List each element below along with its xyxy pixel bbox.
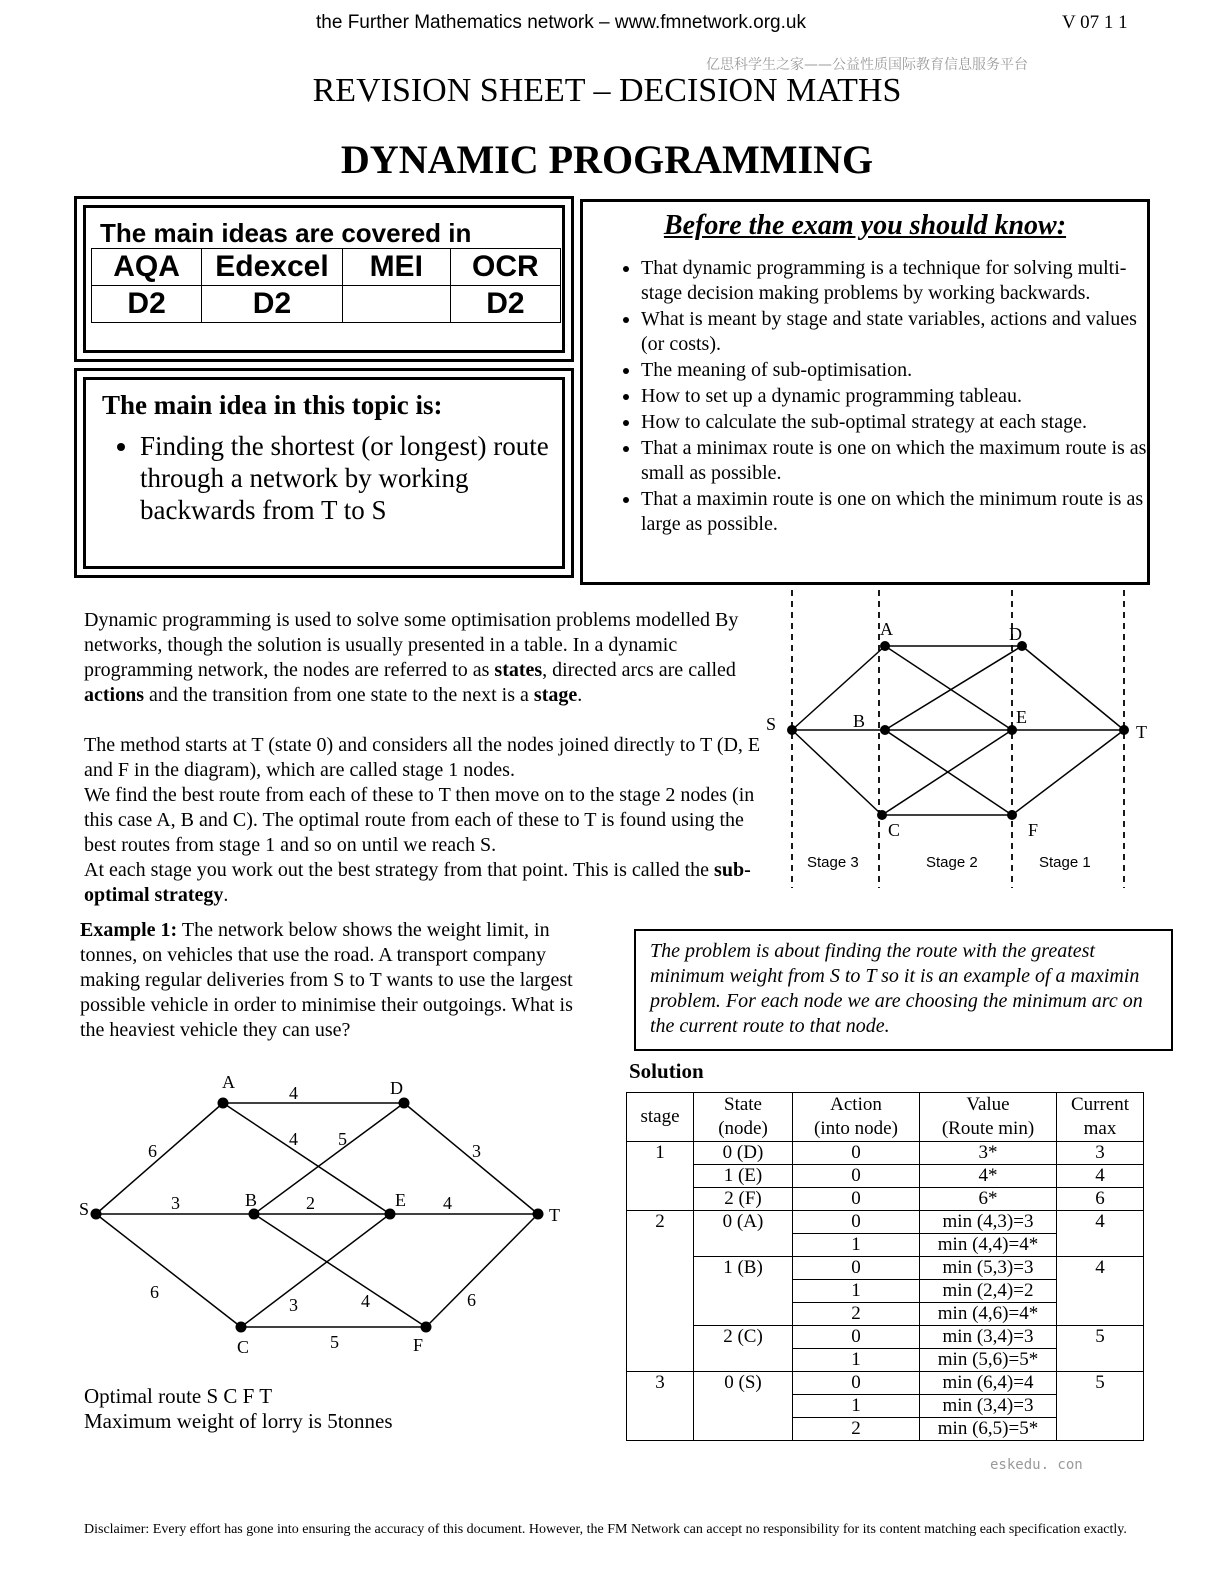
weight-et: 4 — [443, 1193, 452, 1213]
action-cell: 0 — [793, 1372, 920, 1395]
board-name: Edexcel — [202, 249, 343, 286]
stage-label-1: Stage 1 — [1039, 854, 1091, 871]
weight-dt: 3 — [472, 1141, 481, 1161]
current-max-cell: 4 — [1057, 1211, 1144, 1257]
header-action: Action (into node) — [793, 1093, 920, 1142]
answer-block — [84, 1384, 393, 1434]
board-unit — [342, 286, 450, 323]
action-cell: 1 — [793, 1280, 920, 1303]
knowledge-item: • What is meant by stage and state variables, actions and values (or costs). — [641, 307, 1151, 357]
topic-title: DYNAMIC PROGRAMMING — [340, 137, 874, 182]
revision-title: REVISION SHEET – DECISION MATHS — [312, 72, 902, 109]
knowledge-list — [611, 256, 1151, 538]
header-current-max: Current max — [1057, 1093, 1144, 1142]
weight-cf: 5 — [330, 1332, 339, 1352]
board-name: OCR — [450, 249, 560, 286]
node-label-e: E — [395, 1190, 406, 1210]
solution-table — [626, 1092, 1144, 1441]
knowledge-item: • The meaning of sub-optimisation. — [641, 358, 1151, 383]
table-row — [627, 1211, 1144, 1234]
table-row — [627, 1142, 1144, 1165]
example-1-text: Example 1: The network below shows the weight limit, in tonnes, on vehicles that use the road. A transport company making regular deliveries from S to T wants to use the largest possible vehicle in order to minimise their outgoings. What is the heaviest vehicle they can use? — [80, 919, 573, 1041]
table-row — [627, 1372, 1144, 1395]
node-label-c: C — [888, 820, 901, 840]
maximin-note: The problem is about finding the route with the greatest minimum weight from S to T so it is an example of a maximin problem. For each node we are choosing the minimum arc on the current route to that node. — [634, 929, 1173, 1051]
watermark-chinese: 亿思科学生之家——公益性质国际教育信息服务平台 — [706, 57, 1028, 73]
node-label-b: B — [245, 1190, 258, 1210]
node-label-f: F — [413, 1335, 424, 1355]
current-max-cell: 6 — [1057, 1188, 1144, 1211]
action-cell: 0 — [793, 1188, 920, 1211]
stage-cell: 2 — [627, 1211, 694, 1372]
node-label-b: B — [853, 711, 866, 731]
current-max-cell: 3 — [1057, 1142, 1144, 1165]
table-row — [627, 1326, 1144, 1349]
value-cell: min (5,6)=5* — [920, 1349, 1057, 1372]
exam-boards-box — [74, 196, 574, 362]
value-cell: 3* — [920, 1142, 1057, 1165]
weight-sb: 3 — [171, 1193, 180, 1213]
table-row — [627, 1257, 1144, 1280]
main-idea-caption: The main idea in this topic is: — [102, 390, 443, 420]
action-cell: 0 — [793, 1257, 920, 1280]
node-label-s: S — [766, 714, 777, 734]
boards-table — [91, 248, 561, 323]
board-name: AQA — [92, 249, 202, 286]
state-cell: 1 (B) — [694, 1257, 793, 1326]
knowledge-item: • That a maximin route is one on which the minimum route is as large as possible. — [641, 487, 1151, 537]
version-label: V 07 1 1 — [1062, 12, 1128, 33]
stage-label-2: Stage 2 — [926, 854, 978, 871]
current-max-cell: 5 — [1057, 1372, 1144, 1441]
action-cell: 2 — [793, 1418, 920, 1441]
value-cell: min (6,5)=5* — [920, 1418, 1057, 1441]
table-row — [627, 1188, 1144, 1211]
disclaimer: Disclaimer: Every effort has gone into ensuring the accuracy of this document. However, the FM Network can accept no responsibility for its content matching each specification exactly. — [84, 1522, 1127, 1537]
knowledge-item: • That dynamic programming is a technique for solving multi-stage decision making problems by working backwards. — [641, 256, 1151, 306]
watermark-url: eskedu. con — [990, 1457, 1083, 1473]
weight-be: 2 — [306, 1193, 315, 1213]
intro-paragraph-3: We find the best route from each of these to T then move on to the stage 2 nodes (in this case A, B and C). The optimal route from each of these to T is found using the best routes from stage 1 and so on until we reach S. — [84, 784, 755, 856]
knowledge-item: • How to calculate the sub-optimal strategy at each stage. — [641, 410, 1151, 435]
state-cell: 2 (C) — [694, 1326, 793, 1372]
value-cell: min (4,3)=3 — [920, 1211, 1057, 1234]
action-cell: 2 — [793, 1303, 920, 1326]
site-header: the Further Mathematics network – www.fmnetwork.org.uk — [316, 12, 806, 33]
value-cell: min (3,4)=3 — [920, 1395, 1057, 1418]
header-stage: stage — [627, 1093, 694, 1142]
intro-paragraph-2: The method starts at T (state 0) and considers all the nodes joined directly to T (D, E and F in the diagram), which are called stage 1 nodes. — [84, 734, 761, 781]
action-cell: 1 — [793, 1349, 920, 1372]
weight-sa: 6 — [148, 1141, 157, 1161]
action-cell: 1 — [793, 1234, 920, 1257]
header-value: Value (Route min) — [920, 1093, 1057, 1142]
main-idea-box — [74, 368, 574, 578]
value-cell: 4* — [920, 1165, 1057, 1188]
intro-text — [84, 608, 777, 908]
weight-ce: 3 — [289, 1295, 298, 1315]
node-label-a: A — [880, 619, 893, 639]
value-cell: min (4,4)=4* — [920, 1234, 1057, 1257]
value-cell: min (5,3)=3 — [920, 1257, 1057, 1280]
current-max-cell: 5 — [1057, 1326, 1144, 1372]
value-cell: min (3,4)=3 — [920, 1326, 1057, 1349]
action-cell: 0 — [793, 1142, 920, 1165]
knowledge-item: • That a minimax route is one on which the maximum route is as small as possible. — [641, 436, 1151, 486]
solution-heading: Solution — [629, 1059, 704, 1083]
boards-caption: The main ideas are covered in — [100, 218, 472, 248]
maximum-weight: Maximum weight of lorry is 5tonnes — [84, 1409, 393, 1433]
action-cell: 1 — [793, 1395, 920, 1418]
node-label-a: A — [222, 1072, 235, 1092]
board-unit: D2 — [92, 286, 202, 323]
exam-knowledge-box — [580, 199, 1150, 585]
action-cell: 0 — [793, 1165, 920, 1188]
stage-cell: 3 — [627, 1372, 694, 1441]
optimal-route: Optimal route S C F T — [84, 1384, 273, 1408]
state-cell: 0 (D) — [694, 1142, 793, 1165]
main-idea-item: • Finding the shortest (or longest) route through a network by working backwards from T to S — [140, 430, 560, 526]
header-state: State (node) — [694, 1093, 793, 1142]
value-cell: 6* — [920, 1188, 1057, 1211]
weighted-network-diagram — [70, 1066, 590, 1366]
board-name: MEI — [342, 249, 450, 286]
weight-ft: 6 — [467, 1290, 476, 1310]
node-label-t: T — [1136, 722, 1147, 742]
stage-network-diagram — [760, 588, 1160, 898]
board-unit: D2 — [450, 286, 560, 323]
weight-bf: 4 — [361, 1291, 370, 1311]
weight-ae: 4 — [289, 1129, 298, 1149]
intro-paragraph-1: Dynamic programming is used to solve some optimisation problems modelled By networks, though the solution is usually presented in a table. In a dynamic programming network, the nodes are referred to as states, directed arcs are called actions and the transition from one state to the next is a stage. — [84, 609, 739, 706]
node-label-d: D — [1009, 624, 1022, 644]
stage-label-3: Stage 3 — [807, 854, 859, 871]
main-idea-list — [102, 430, 560, 526]
table-row — [627, 1165, 1144, 1188]
node-label-s: S — [79, 1199, 90, 1219]
weight-sc: 6 — [150, 1282, 159, 1302]
state-cell: 0 (S) — [694, 1372, 793, 1441]
node-label-f: F — [1028, 820, 1039, 840]
intro-paragraph-4: At each stage you work out the best strategy from that point. This is called the sub-optimal strategy. — [84, 859, 751, 906]
state-cell: 0 (A) — [694, 1211, 793, 1257]
stage-cell: 1 — [627, 1142, 694, 1211]
knowledge-caption: Before the exam you should know: — [663, 210, 1067, 241]
knowledge-item: • How to set up a dynamic programming tableau. — [641, 384, 1151, 409]
weight-bd: 5 — [338, 1129, 347, 1149]
node-label-t: T — [549, 1205, 560, 1225]
board-unit: D2 — [202, 286, 343, 323]
node-label-d: D — [390, 1078, 403, 1098]
value-cell: min (4,6)=4* — [920, 1303, 1057, 1326]
table-header-row — [627, 1093, 1144, 1142]
value-cell: min (6,4)=4 — [920, 1372, 1057, 1395]
value-cell: min (2,4)=2 — [920, 1280, 1057, 1303]
current-max-cell: 4 — [1057, 1257, 1144, 1326]
node-label-c: C — [237, 1337, 250, 1357]
current-max-cell: 4 — [1057, 1165, 1144, 1188]
weight-ad: 4 — [289, 1083, 298, 1103]
state-cell: 1 (E) — [694, 1165, 793, 1188]
state-cell: 2 (F) — [694, 1188, 793, 1211]
action-cell: 0 — [793, 1211, 920, 1234]
node-label-e: E — [1016, 707, 1027, 727]
action-cell: 0 — [793, 1326, 920, 1349]
